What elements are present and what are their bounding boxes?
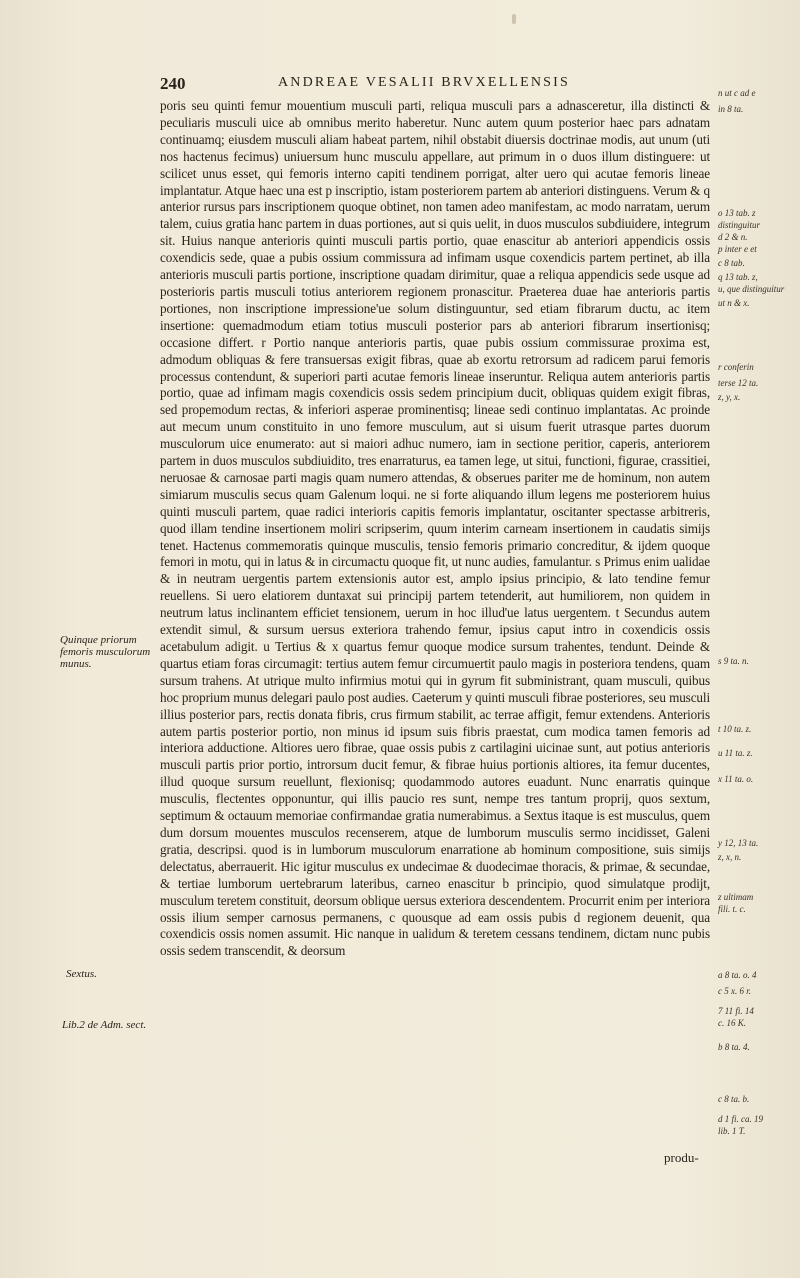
- catchword: produ-: [664, 1150, 699, 1165]
- margin-note-sextus: Sextus.: [66, 968, 97, 980]
- margin-ref: distinguitur: [718, 220, 761, 230]
- margin-ref: y 12, 13 ta.: [718, 838, 759, 848]
- margin-ref: c 8 ta. b.: [718, 1094, 750, 1104]
- margin-ref: t 10 ta. z.: [718, 724, 752, 734]
- margin-ref: z ultimam: [718, 892, 754, 902]
- margin-ref: fili. t. c.: [718, 904, 746, 914]
- body-text: [160, 98, 710, 960]
- margin-ref: b 8 ta. 4.: [718, 1042, 750, 1052]
- margin-ref: 7 11 fi. 14: [718, 1006, 754, 1016]
- margin-ref: d 2 & n.: [718, 232, 748, 242]
- margin-ref: u 11 ta. z.: [718, 748, 753, 758]
- margin-ref: a 8 ta. o. 4: [718, 970, 757, 980]
- margin-ref: p inter e et: [718, 244, 757, 254]
- main-paragraph: poris seu quinti femur mouentium musculi parti, reliqua musculi pars a adnasceretur, illa distincti & peculiaris musculi uice ab omnibus merito haberetur. Nunc autem quum posterior haec pars adnatam continuamq; eiusdem musculi aliam habeat partem, nihil obstabit diuersis doctrinae modis, aut unum (uti nos hactenus fecimus) uniuersum hunc musculu appellare, aut primum in o duos illum distinguere: ut scilicet unus esset, qui femoris interno capiti tendinem porrigat, alter uero qui acutae femoris lineae implantatur. Atque haec una est p inscriptio, istam posteriorem partem ab anteriori distinguens. Verum & q anterior rursus pars inscriptionem quoque obtinet, non tamen adeo manifestam, ac modo narratam, uerum talem, cuius gratia hanc partem in duas portiones, aut si quis uelit, in duos musculos subdiuidere, integrum sit. Huius nanque anterioris quinti musculi partis portio, quae enascitur ab anteriori appendicis ossis coxendicis sede, quae a pubis ossium commissura ad infimam usque coxendicis partem pertinet, ab illa anterioris musculi partis portione, inscriptione quadam dirimitur, quae a reliqua appendicis sede usque ad posterioris partis musculi totius anteriorem regionem pronascitur. Praeterea duae hae anterioris partis portiones, non inscriptione impressione'ue solum distinguuntur, sed etiam fibrarum ductu, ac item insertione: quemadmodum etiam totius musculi posterior pars ab anteriori fibrarum insertionisq; occasione differt. r Portio nanque anterioris partis, quae pubis ossium commissurae proxima est, admodum obliquas & fere transuersas exigit fibras, quae ab exortu retrorsum ad radicem parui femoris processus contendunt, & superiori parti acutae femoris lineae inseruntur. Reliqua autem anterioris partis portio, quae ad infimam magis coxendicis ossis sedem principium ducit, obliquas quidem exigit fibras, sed propemodum rectas, & inferiori asperae prominentisq; lineae sedi continuo implantatas. Ac proinde aut mecum unum constituito in uno femore musculum, aut si uisum fuerit utrasque partes duorum musculorum uice enumerato: aut si maiori adhuc numero, iam in sectione peritior, caperis, anteriorem partem in duos musculos subdiuidito, tres enarraturus, ea tamen lege, ut situi, functioni, figurae, crassitiei, neruosae & carnosae parti magis quam numero attendas, & obserues pariter me de hominum, non autem simiarum musculis secus quam Galenum loqui. ne si forte aliquando illum legens me posteriorem huius quinti musculi partem, quae radici interioris capitis femoris implantatur, oscitanter spectasse arbitreris, quod illam tendine insertionem moliri scripserim, quum interim carneam insertionem in caudatis simijs tenet. Hactenus commemoratis quinque musculis, tensio femoris primario concreditur, & ijdem quoque femori in motu, qui in latus & in circumactu quoque fit, ut nunc audies, famulantur. s Primus enim ualidae & in neutram uergentis partem extensionis autor est, amplo ipsius principio, & lato tendine femur reuellens. Si uero elatiorem duntaxat sui principij partem tetenderit, aut humiliorem, non quidem in neutrum latus inclinantem efficiet tensionem, uerum in hoc illud'ue latus uergentem. t Secundus autem extendit simul, & sursum uersus exteriora trahendo femur, ipsius caput intro in coxendicis ossis acetabulum adigit. u Tertius & x quartus femur quoque modice sursum trahentes, tendunt. Deinde & quartus etiam foras circumagit: tertius autem femur circumuertit paulo magis in posteriora tendens, quam sursum trahens. At utrique multo infirmius motui qui in gyrum fit subministrant, quam musculi, quibus hoc proprium munus delegari paulo post audies. Caeterum y quinti musculi fibrae posteriores, seu musculi illius posterior pars, rectis donata fibris, crus firmum stabilit, ac terrae affigit, femur extendens. Anterioris autem partis posterior portio, non minus id ipsum suis fibris praestat, cum modica tamen femoris ad interiora adductione. Altiores uero fibrae, quae ossis pubis z cartilagini uicinae sunt, aut potius anterioris musculi partis prior portio, introrsum ducit femur, & fibrae huius portionis altiores, ita femur ducentes, illud quoque sursum reuellunt, flexionisq; quodammodo autores euadunt. Nunc enarratis quinque musculis, flectentes opponuntur, qui illis paucio res sunt, nempe tres tantum proprij, quos sextum, septimum & octauum memoriae confirmandae gratia numerabimus. a Sextus itaque is est musculus, quem dum dorsum mouentes musculos recenserem, atque de lumborum musculis sermo incidisset, Galeni gratia, descripsi. quod is in lumborum musculorum enarratione ab hominum compositione, suis simijs delectatus, aberrauerit. Hic igitur musculus ex undecimae & duodecimae thoracis, & primae, & secundae, & tertiae lumborum uertebrarum lateribus, carneo enascitur b principio, quod simulatque prodijt, musculum teretem constituit, deorsum oblique uersus exteriora descendentem. Procurrit enim per interiora ossis ilium semper carnosus permanens, c quousque ad eam ossis pubis d regionem deuenit, qua coxendicis ossis nomen assumit. Hic nanque in ualidum & teretem cessans tendinem, dictam nunc pubis ossis sedem transcendit, & deorsum: [160, 98, 710, 959]
- margin-ref: r conferin: [718, 362, 754, 372]
- margin-ref: c 5 x. 6 r.: [718, 986, 751, 996]
- margin-note-quinque: Quinque priorum femoris musculorum munus.: [60, 634, 151, 670]
- margin-ref: q 13 tab. z,: [718, 272, 758, 282]
- margin-ref: o 13 tab. z: [718, 208, 756, 218]
- folio-number: 240: [160, 74, 186, 93]
- ink-smudge: [512, 14, 516, 24]
- margin-ref: terse 12 ta.: [718, 378, 759, 388]
- margin-ref: u, que distinguitur: [718, 284, 785, 294]
- running-head: ANDREAE VESALII BRVXELLENSIS: [278, 75, 570, 90]
- margin-ref: s 9 ta. n.: [718, 656, 749, 666]
- margin-ref: ut n & x.: [718, 298, 750, 308]
- margin-ref: lib. 1 T.: [718, 1126, 746, 1136]
- margin-ref: x 11 ta. o.: [718, 774, 754, 784]
- margin-ref: c. 16 K.: [718, 1018, 746, 1028]
- margin-ref: n ut c ad e: [718, 88, 756, 98]
- margin-note-lib: Lib.2 de Adm. sect.: [62, 1019, 147, 1031]
- margin-ref: d 1 fi. ca. 19: [718, 1114, 763, 1124]
- margin-ref: z, y, x.: [718, 392, 741, 402]
- margin-ref: in 8 ta.: [718, 104, 744, 114]
- margin-ref: z, x, n.: [718, 852, 742, 862]
- page-header: [160, 74, 720, 94]
- margin-ref: c 8 tab.: [718, 258, 745, 268]
